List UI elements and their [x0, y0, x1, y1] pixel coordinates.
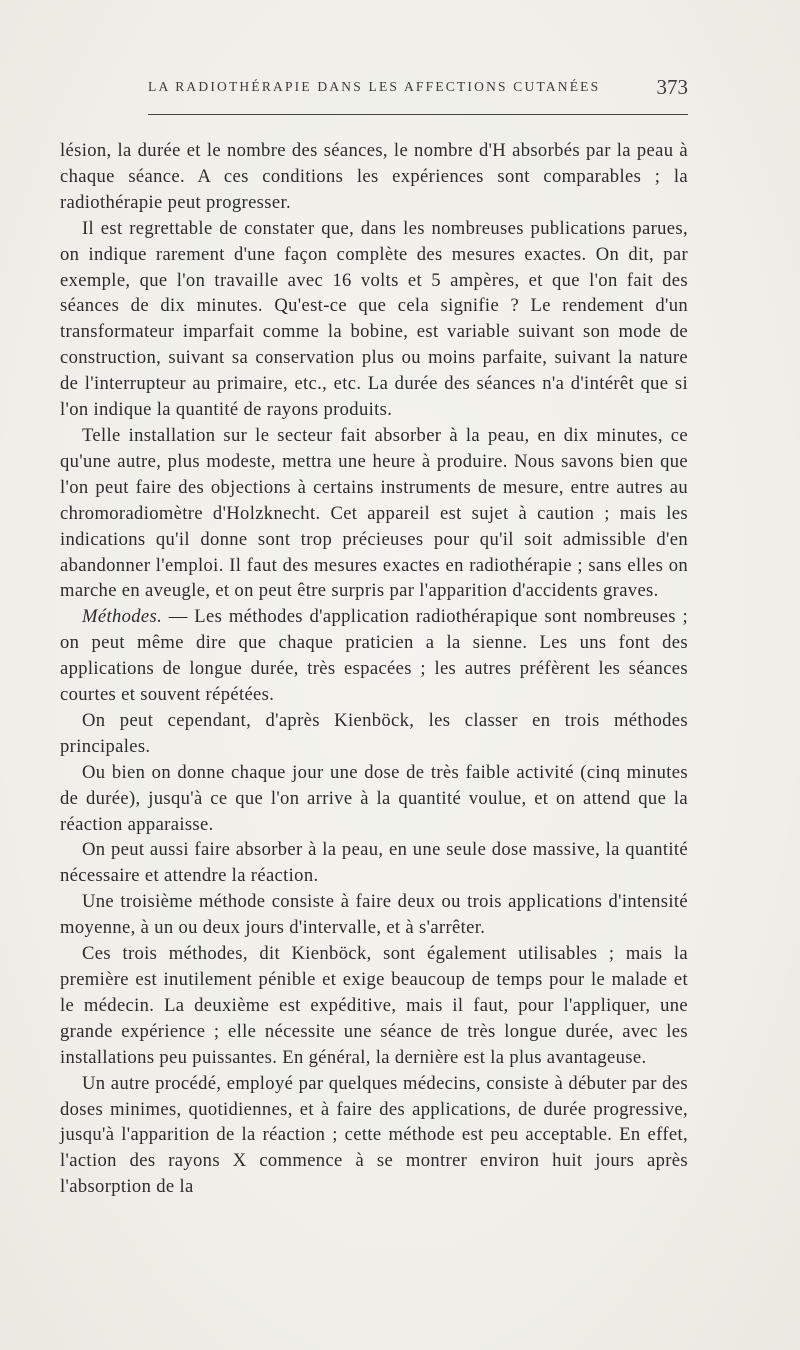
page-header: [148, 75, 688, 105]
paragraph: lésion, la durée et le nombre des séances, le nombre d'H absorbés par la peau à chaque séance. A ces conditions les expériences sont comparables ; la radiothérapie peut progresser.: [60, 140, 688, 213]
paragraph: Il est regrettable de constater que, dans les nombreuses publications parues, on indique rarement d'une façon complète des mesures exactes. On dit, par exemple, que l'on travaille avec 16 volts et 5 ampères, et que l'on fait des séances de dix minutes. Qu'est-ce que cela signifie ? Le rendement d'un transformateur imparfait comme la bobine, est variable suivant son mode de construction, suivant sa conservation plus ou moins parfaite, suivant la nature de l'interrupteur au primaire, etc., etc. La durée des séances n'a d'intérêt que si l'on indique la quantité de rayons produits.: [60, 217, 688, 421]
paragraph-text: — Les méthodes d'application radiothérapique sont nombreuses ; on peut même dire que chaque praticien a la sienne. Les uns font des applications de longue durée, très espacées ; les autres préfèrent les séances courtes et souvent répétées.: [60, 606, 689, 706]
page-number: 373: [656, 75, 688, 99]
paragraph: Une troisième méthode consiste à faire deux ou trois applications d'intensité moyenne, à un ou deux jours d'intervalle, et à s'arrêter.: [60, 891, 688, 939]
paragraph: Un autre procédé, employé par quelques médecins, consiste à débuter par des doses minimes, quotidiennes, et à faire des applications, de durée progressive, jusqu'à l'apparition de la réaction ; cette méthode est peu acceptable. En effet, l'action des rayons X commence à se montrer environ huit jours après l'absorption de la: [60, 1072, 688, 1198]
running-head: LA RADIOTHÉRAPIE DANS LES AFFECTIONS CUTANÉES: [148, 79, 601, 94]
paragraph: On peut cependant, d'après Kienböck, les classer en trois méthodes principales.: [60, 709, 688, 757]
paragraph: Ces trois méthodes, dit Kienböck, sont également utilisables ; mais la première est inutilement pénible et exige beaucoup de temps pour le malade et le médecin. La deuxième est expéditive, mais il faut, pour l'appliquer, une grande expérience ; elle nécessite une séance de très longue durée, avec les installations peu puissantes. En général, la dernière est la plus avantageuse.: [60, 943, 688, 1068]
paragraph: Telle installation sur le secteur fait absorber à la peau, en dix minutes, ce qu'une autre, plus modeste, mettra une heure à produire. Nous savons bien que l'on peut faire des objections à certains instruments de mesure, entre autres au chromoradiomètre d'Holzknecht. Cet appareil est sujet à caution ; mais les indications qu'il donne sont trop précieuses pour qu'il soit admissible d'en abandonner l'emploi. Il faut des mesures exactes en radiothérapie ; sans elles on marche en aveugle, et on peut être surpris par l'apparition d'accidents graves.: [60, 424, 688, 602]
section-heading: Méthodes.: [82, 606, 163, 628]
header-rule: [148, 114, 688, 115]
paragraph: On peut aussi faire absorber à la peau, en une seule dose massive, la quantité nécessaire et attendre la réaction.: [60, 839, 688, 887]
paragraph-methodes: [60, 604, 688, 708]
body-text: [60, 138, 688, 1200]
paragraph: Ou bien on donne chaque jour une dose de très faible activité (cinq minutes de durée), jusqu'à ce que l'on arrive à la quantité voulue, et on attend que la réaction apparaisse.: [60, 761, 688, 835]
